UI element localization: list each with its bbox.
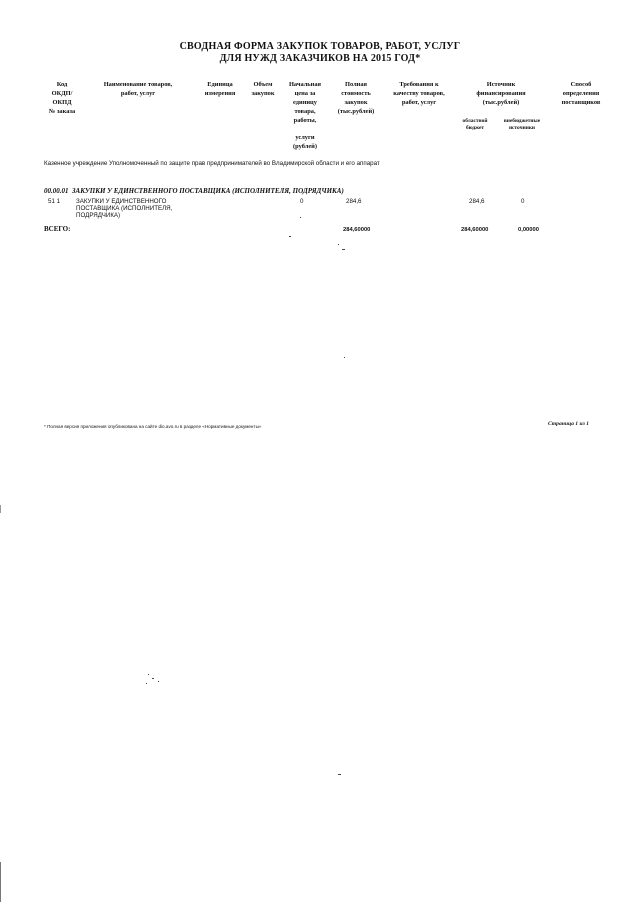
col-header-start-price-line: (рублей)	[293, 143, 317, 150]
total-extrabudget: 0,00000	[518, 227, 539, 233]
col-header-start-price	[282, 80, 328, 151]
row-full-cost: 284,6	[346, 198, 362, 205]
scan-edge-mark	[0, 862, 1, 902]
scan-speck	[338, 244, 339, 245]
row-start-price: 0	[300, 198, 304, 205]
col-header-unit-line: Единица	[207, 81, 233, 88]
col-header-code-line: ОКДП/	[51, 90, 73, 97]
col-header-unit	[196, 80, 244, 98]
scan-speck	[338, 774, 341, 775]
section-title: ЗАКУПКИ У ЕДИНСТВЕННОГО ПОСТАВЩИКА (ИСПОЛНИТЕЛЯ, ПОДРЯДЧИКА)	[72, 187, 344, 195]
col-header-funding-line: (тыс.рублей)	[482, 99, 520, 106]
section-code: 00.00.01	[44, 187, 69, 195]
scan-speck	[289, 236, 291, 237]
col-header-start-price-line: цена за	[294, 90, 316, 97]
row-extrabudget: 0	[521, 198, 525, 205]
footnote: * Полная версия приложения опубликована на сайте dio.avo.ru в разделе «Нормативные документы»	[44, 424, 262, 429]
document-title-line-1: СВОДНАЯ ФОРМА ЗАКУПОК ТОВАРОВ, РАБОТ, УСЛУГ	[179, 41, 461, 52]
col-header-full-cost	[330, 80, 382, 116]
col-header-name-line: Наименование товаров,	[103, 81, 173, 88]
col-header-funding-regional-line: областной	[462, 118, 488, 124]
total-regional: 284,60000	[461, 227, 489, 233]
col-header-funding-regional	[452, 118, 498, 132]
col-header-start-price-line: единицу	[293, 99, 317, 106]
col-header-name-line: работ, услуг	[120, 90, 156, 97]
col-header-start-price-line: услуги	[295, 134, 315, 141]
col-header-requirements-line: Требования к	[399, 81, 439, 88]
col-header-full-cost-line: закупок	[344, 99, 368, 106]
row-name-line: ЗАКУПКИ У ЕДИНСТВЕННОГО	[76, 198, 167, 205]
col-header-unit-line: измерения	[204, 90, 236, 97]
col-header-volume	[244, 80, 282, 98]
col-header-start-price-line: работы,	[293, 117, 317, 124]
col-header-code	[38, 80, 86, 116]
row-code: 51 1	[48, 198, 61, 205]
scan-speck	[342, 249, 345, 250]
col-header-volume-line: закупок	[251, 90, 275, 97]
scan-speck	[158, 681, 159, 682]
col-header-full-cost-line: стоимость	[341, 90, 371, 97]
col-header-code-line: № заказа	[48, 108, 76, 115]
row-name-line: ПОДРЯДЧИКА)	[76, 212, 121, 219]
col-header-full-cost-line: Полная	[344, 81, 367, 88]
col-header-code-line: Код	[56, 81, 68, 88]
col-header-funding-extrabudget	[496, 118, 548, 132]
col-header-funding-extrabudget-line: источники	[508, 125, 536, 131]
col-header-funding-regional-line: бюджет	[465, 125, 485, 131]
col-header-volume-line: Объем	[253, 81, 273, 88]
row-name	[76, 198, 206, 219]
scan-speck	[148, 674, 149, 675]
col-header-full-cost-line: (тыс.рублей)	[337, 108, 375, 115]
col-header-code-line: ОКПД	[52, 99, 72, 106]
col-header-funding-extrabudget-line: внебюджетные	[503, 118, 541, 124]
scan-speck	[146, 683, 147, 684]
scan-speck	[152, 678, 154, 679]
col-header-start-price-line: Начальная	[288, 81, 322, 88]
col-header-requirements-line: работ, услуг	[401, 99, 437, 106]
col-header-method	[550, 80, 612, 107]
row-name-line: ПОСТАВЩИКА (ИСПОЛНИТЕЛЯ,	[76, 205, 173, 212]
document-title-line-2: ДЛЯ НУЖД ЗАКАЗЧИКОВ НА 2015 ГОД*	[219, 53, 421, 64]
total-label: ВСЕГО:	[44, 225, 71, 233]
col-header-name	[88, 80, 188, 98]
col-header-method-line: поставщиков	[561, 99, 601, 106]
organization-name: Казенное учреждение Уполномоченный по защите прав предпринимателей во Владимирской области и его аппарат	[44, 160, 380, 167]
col-header-start-price-line: товара,	[294, 108, 316, 115]
row-regional: 284,6	[469, 198, 485, 205]
col-header-funding	[456, 80, 546, 107]
col-header-funding-line: Источник	[486, 81, 516, 88]
col-header-method-line: определения	[562, 90, 600, 97]
col-header-requirements-line: качеству товаров,	[393, 90, 445, 97]
total-full-cost: 284,60000	[343, 227, 371, 233]
scan-speck	[300, 217, 301, 218]
scan-speck	[344, 357, 345, 358]
col-header-method-line: Способ	[570, 81, 592, 88]
col-header-requirements	[384, 80, 454, 107]
scan-edge-mark	[0, 505, 1, 513]
page-number: Страница 1 из 1	[548, 421, 589, 427]
section-header	[44, 188, 344, 195]
col-header-funding-line: финансирования	[476, 90, 526, 97]
